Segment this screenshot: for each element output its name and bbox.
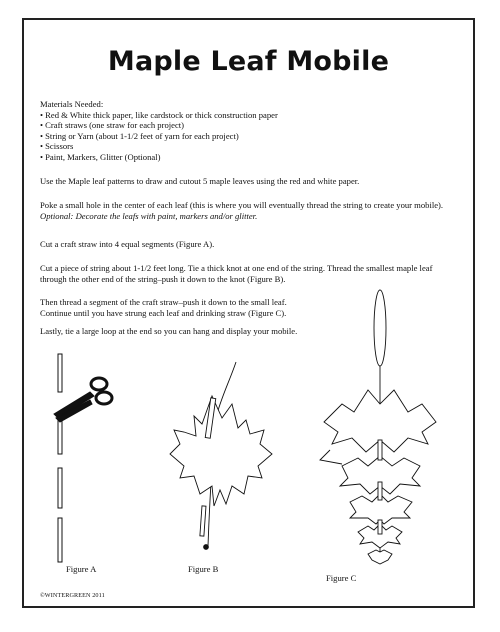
string-loop [374,290,386,366]
figure-a-illustration [54,354,112,562]
step-5a-text: Then thread a segment of the craft straw–push it down to the small leaf. [40,297,287,307]
figure-c-illustration [320,290,436,564]
materials-item: • Craft straws (one straw for each project) [40,120,185,131]
step-4-text: Cut a piece of string about 1-1/2 feet long. Tie a thick knot at one end of the string. Thread the smallest maple leaf through the other end of the string–push it down to the knot (Figure B). [40,263,433,284]
materials-item: • Red & White thick paper, like cardstock or thick construction paper [40,109,278,120]
straw-segment [378,482,382,500]
materials-item: • Scissors [40,141,74,152]
step-6-text: Lastly, tie a large loop at the end so you can hang and display your mobile. [40,326,298,336]
step-5b-text: Continue until you have strung each leaf and drinking straw (Figure C). [40,307,287,318]
step-1-text: Use the Maple leaf patterns to draw and cutout 5 maple leaves using the red and white paper. [40,176,360,186]
maple-leaf [170,396,272,506]
step-2-optional: Optional: Decorate the leafs with paint, markers and/or glitter. [40,210,258,221]
straw-segment [58,518,62,562]
materials-item: • String or Yarn (about 1-1/2 feet of yarn for each project) [40,130,239,141]
worksheet-page [22,18,475,608]
straw-segment [378,440,382,460]
straw-segment [378,520,382,534]
straw-segment [200,506,206,536]
materials-heading: Materials Needed: [40,99,104,109]
materials-item: • Paint, Markers, Glitter (Optional) [40,151,161,162]
page-title: Maple Leaf Mobile [107,46,390,77]
figure-b-illustration [170,362,272,549]
step-3-text: Cut a craft straw into 4 equal segments (Figure A). [40,239,215,249]
step-2-text: Poke a small hole in the center of each leaf (this is where you will eventually thread the string to create your mobile). [40,200,444,210]
figure-c-label: Figure C [326,573,357,583]
knot [204,545,209,550]
straw-segment [58,468,62,508]
straw-segment [58,354,62,392]
figure-a-label: Figure A [66,564,97,574]
copyright: ©WINTERGREEN 2011 [40,592,105,599]
illustrations [24,20,473,606]
scissors-icon [54,378,112,422]
maple-leaf [368,550,392,564]
figure-b-label: Figure B [188,564,219,574]
